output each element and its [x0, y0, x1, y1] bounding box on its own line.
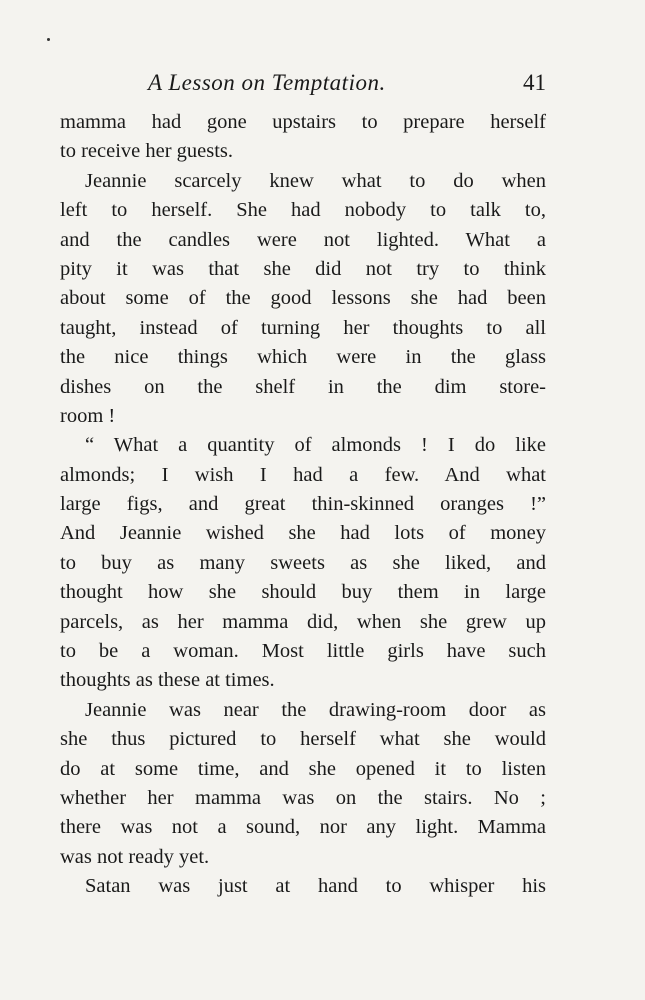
text-line: mamma had gone upstairs to prepare herself: [60, 111, 546, 133]
text-line: almonds; I wish I had a few. And what: [60, 463, 546, 486]
text-line: to be a woman. Most little girls have such: [60, 640, 546, 663]
page-number: 41: [523, 70, 546, 95]
text-line: Jeannie was near the drawing-room door as: [85, 698, 546, 721]
text-line: large figs, and great thin-skinned oranges !”: [60, 493, 546, 516]
text-line: And Jeannie wished she had lots of money: [60, 522, 546, 545]
text-line: to buy as many sweets as she liked, and: [60, 551, 546, 574]
text-line: the nice things which were in the glass: [60, 346, 546, 369]
running-title: A Lesson on Temptation.: [148, 70, 386, 95]
page-header: [60, 70, 546, 100]
text-line: left to herself. She had nobody to talk to,: [60, 199, 546, 222]
text-line: room !: [60, 404, 116, 427]
text-line: taught, instead of turning her thoughts to all: [60, 316, 546, 339]
text-line: Jeannie scarcely knew what to do when: [85, 169, 546, 192]
ink-speck: [47, 38, 50, 41]
text-line: thought how she should buy them in large: [60, 581, 546, 604]
text-line: to receive her guests.: [60, 140, 234, 163]
text-line: “ What a quantity of almonds ! I do like: [85, 434, 546, 457]
text-line: and the candles were not lighted. What a: [60, 228, 546, 251]
body-text: [60, 108, 546, 902]
text-line: there was not a sound, nor any light. Mamma: [60, 816, 546, 839]
text-line: was not ready yet.: [60, 845, 210, 868]
text-line: parcels, as her mamma did, when she grew up: [60, 610, 546, 633]
text-line: she thus pictured to herself what she would: [60, 728, 546, 751]
text-line: about some of the good lessons she had been: [60, 287, 546, 310]
text-line: dishes on the shelf in the dim store-: [60, 375, 546, 398]
text-line: whether her mamma was on the stairs. No ;: [60, 786, 546, 809]
text-line: pity it was that she did not try to think: [60, 257, 546, 280]
text-line: do at some time, and she opened it to listen: [60, 757, 546, 780]
text-line: thoughts as these at times.: [60, 669, 275, 692]
text-line: Satan was just at hand to whisper his: [85, 875, 546, 898]
